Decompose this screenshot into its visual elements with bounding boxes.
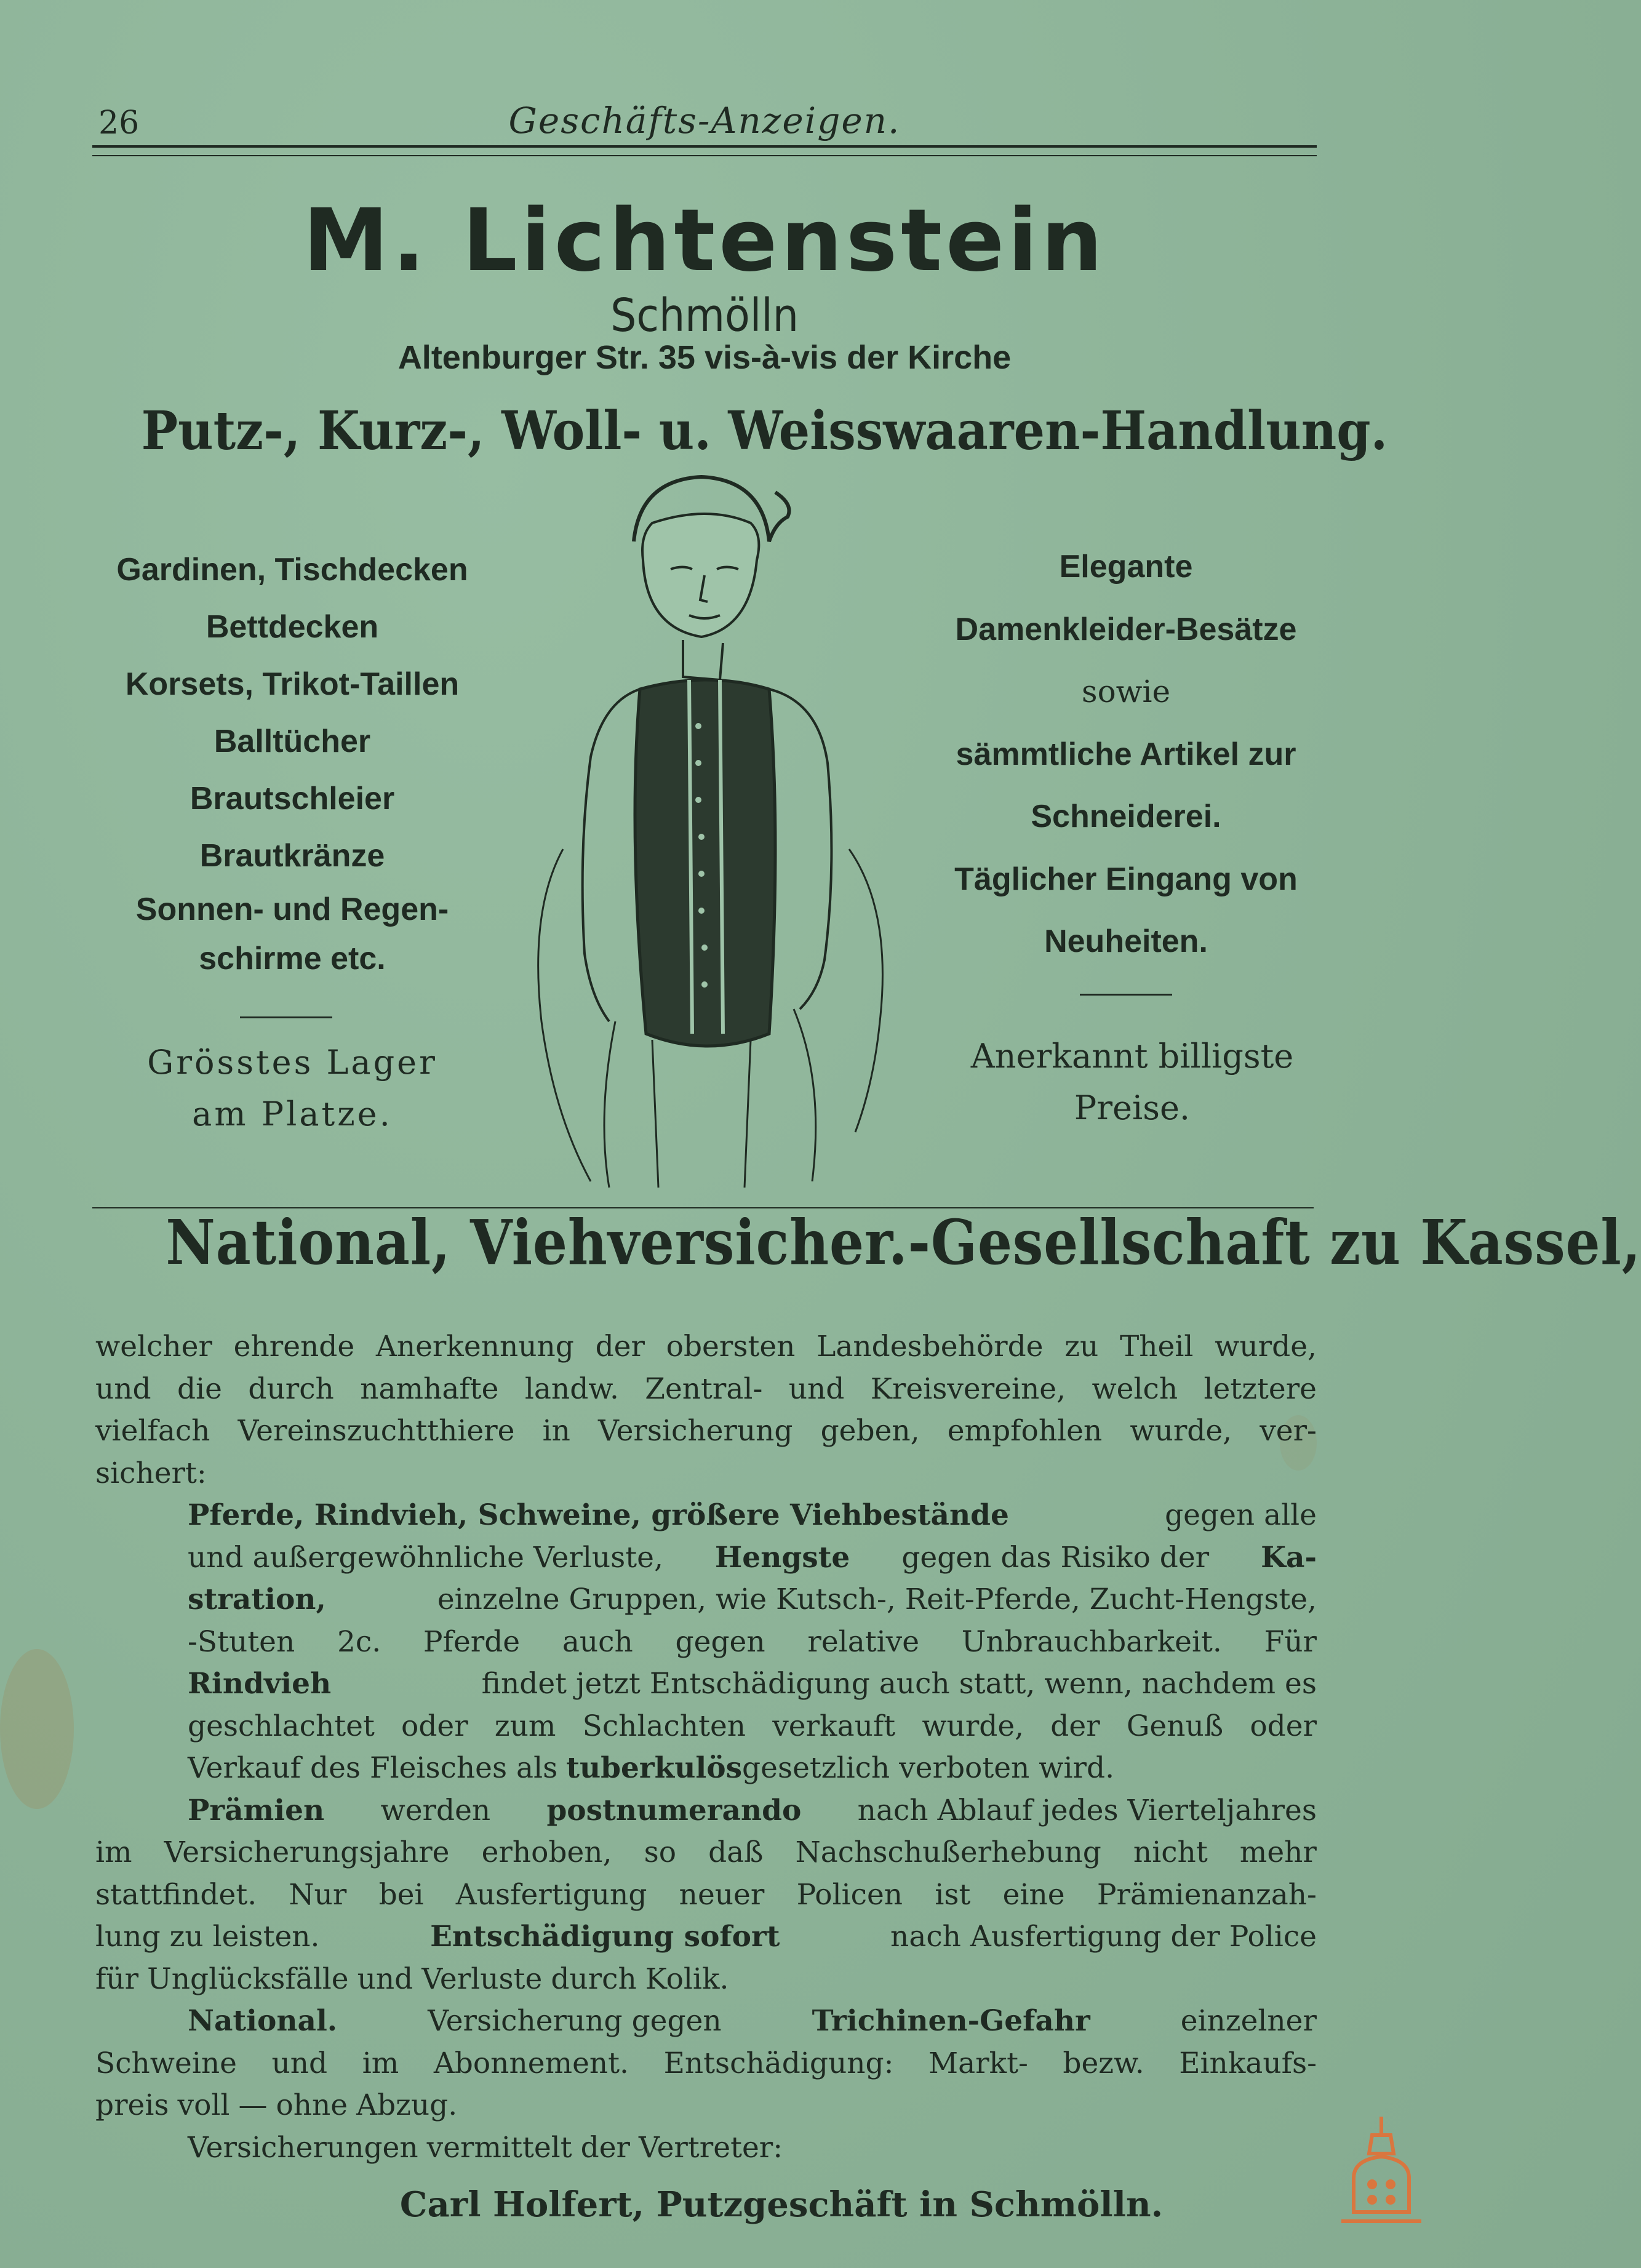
word: Nachschußerhebung <box>795 1835 1101 1869</box>
word: relative <box>807 1624 920 1659</box>
list-item: Gardinen, Tischdecken <box>116 552 468 588</box>
divider <box>1080 994 1172 996</box>
word: oder <box>1250 1709 1317 1743</box>
word: verkauft <box>772 1709 896 1743</box>
word: empfohlen <box>947 1414 1103 1448</box>
word: Zentral- <box>645 1372 763 1406</box>
word: der <box>1050 1709 1100 1743</box>
text-line <box>95 1959 1317 2001</box>
word: Policen <box>796 1877 903 1912</box>
word: -Stuten <box>188 1624 295 1659</box>
bold-phrase: Ka- <box>1261 1540 1317 1575</box>
list-item: Elegante <box>1059 549 1193 585</box>
text-line <box>95 1663 1317 1706</box>
word: sichert: <box>95 1456 207 1490</box>
word: Verluste <box>421 1962 543 1996</box>
word: der <box>580 2130 630 2165</box>
text-line <box>95 1621 1317 1664</box>
text-run: einzelne Gruppen, wie Kutsch-, Reit-Pferde, Zucht-Hengste, <box>437 1583 1317 1616</box>
bold-phrase: National. <box>188 2004 338 2038</box>
word: Kreisvereine, <box>870 1372 1066 1406</box>
running-head: Geschäfts-Anzeigen. <box>508 100 901 142</box>
list-item: Brautschleier <box>190 781 395 817</box>
word: und <box>271 2046 328 2080</box>
word: Pferde <box>423 1624 521 1659</box>
note-line: Preise. <box>1074 1088 1191 1127</box>
bold-phrase: Hengste <box>714 1540 850 1575</box>
word: erhoben, <box>481 1835 612 1869</box>
text-line <box>95 1790 1317 1832</box>
text-line <box>95 1368 1317 1411</box>
word: Kolik. <box>645 1962 729 1996</box>
list-item: sämmtliche Artikel zur <box>956 737 1296 772</box>
list-item: Korsets, Trikot-Taillen <box>125 666 460 702</box>
word: Schweine <box>95 2046 237 2080</box>
shop-city: Schmölln <box>610 289 799 342</box>
text-run: nach Ausfertigung der Police <box>890 1920 1317 1954</box>
word: Für <box>1264 1624 1317 1659</box>
list-item: Bettdecken <box>206 609 379 645</box>
word: und <box>95 1372 151 1406</box>
word: eine <box>1002 1877 1065 1912</box>
text-line <box>95 1495 1317 1537</box>
text-run: nach Ablauf jedes Vierteljahres <box>857 1793 1317 1827</box>
word: wurde, <box>922 1709 1024 1743</box>
list-item: Balltücher <box>214 724 371 759</box>
text-run: Versicherung gegen <box>428 2004 722 2038</box>
left-note <box>92 1037 492 1140</box>
word: nicht <box>1133 1835 1208 1869</box>
word: letztere <box>1204 1372 1317 1406</box>
word: und <box>788 1372 845 1406</box>
word: Schlachten <box>582 1709 746 1743</box>
word: Prämienanzah- <box>1096 1877 1317 1912</box>
text-line <box>95 1537 1317 1579</box>
list-item: Damenkleider-Besätze <box>955 612 1297 647</box>
word: Anerkennung <box>375 1330 574 1364</box>
word: ver- <box>1260 1414 1317 1448</box>
word: welcher <box>95 1330 212 1364</box>
word: ehrende <box>233 1330 355 1364</box>
word: Abzug. <box>356 2088 458 2122</box>
left-product-list <box>92 541 492 983</box>
bold-phrase: Prämien <box>188 1793 325 1827</box>
word: die <box>177 1372 222 1406</box>
word: ohne <box>276 2088 348 2122</box>
text-run: gegen das Risiko der <box>901 1540 1210 1575</box>
word: oder <box>401 1709 468 1743</box>
text-run: werden <box>380 1793 491 1827</box>
word: im <box>95 1835 132 1869</box>
text-run: findet jetzt Entschädigung auch statt, wenn, nachdem es <box>481 1667 1317 1701</box>
representative: Carl Holfert, Putzgeschäft in Schmölln. <box>399 2184 1164 2225</box>
text-run: gesetzlich verboten wird. <box>742 1751 1115 1785</box>
note-line: Anerkannt billigste <box>970 1037 1294 1076</box>
word: Abonnement. <box>433 2046 629 2080</box>
word: Vertreter: <box>638 2130 783 2165</box>
text-run: lung zu leisten. <box>95 1920 320 1954</box>
library-stamp-icon <box>1335 2110 1427 2227</box>
note-line: am Platze. <box>192 1095 393 1133</box>
word: Landesbehörde <box>817 1330 1044 1364</box>
word: stattfindet. <box>95 1877 257 1912</box>
page-header <box>92 92 1317 148</box>
word: Unglücksfälle <box>147 1962 349 1996</box>
word: — <box>238 2088 268 2122</box>
note-line: Grösstes Lager <box>147 1043 437 1082</box>
shop-tagline: Putz-, Kurz-, Woll- u. Weisswaaren-Handlung. <box>141 400 1388 462</box>
word: Genuß <box>1126 1709 1224 1743</box>
list-item: Neuheiten. <box>1044 924 1208 959</box>
bold-phrase: Trichinen-Gefahr <box>812 2004 1090 2038</box>
word: wurde, <box>1215 1330 1317 1364</box>
text-line <box>95 1410 1317 1453</box>
word: preis <box>95 2088 169 2122</box>
paper-stain <box>0 1649 74 1809</box>
word: Versicherung <box>597 1414 793 1448</box>
word: Versicherungen <box>188 2130 418 2165</box>
word: obersten <box>666 1330 796 1364</box>
word: namhafte <box>360 1372 499 1406</box>
text-run: und außergewöhnliche Verluste, <box>188 1540 663 1575</box>
word: Theil <box>1119 1330 1194 1364</box>
word: Entschädigung: <box>663 2046 894 2080</box>
divider <box>240 1016 332 1018</box>
header-rule <box>92 145 1317 156</box>
word: neuer <box>679 1877 765 1912</box>
text-line <box>95 1747 1317 1790</box>
bold-phrase: Entschädigung sofort <box>430 1920 780 1954</box>
page-number: 26 <box>98 105 140 142</box>
word: so <box>644 1835 677 1869</box>
bold-phrase: Rindvieh <box>188 1667 332 1701</box>
text-line <box>95 1326 1317 1368</box>
text-line <box>95 1706 1317 1748</box>
word: bezw. <box>1063 2046 1144 2080</box>
bold-phrase: stration, <box>188 1583 326 1616</box>
word: vermittelt <box>426 2130 572 2165</box>
text-line <box>95 2085 1317 2127</box>
word: 2c. <box>337 1624 381 1659</box>
word: in <box>542 1414 570 1448</box>
word: und <box>357 1962 413 1996</box>
word: vielfach <box>95 1414 210 1448</box>
word: Nur <box>289 1877 347 1912</box>
text-line <box>95 2127 1317 2170</box>
right-note <box>923 1031 1341 1134</box>
word: durch <box>551 1962 637 1996</box>
text-line <box>95 2043 1317 2085</box>
insurance-title: National, Viehversicher.-Gesellschaft zu Kassel, <box>166 1206 1641 1279</box>
word: Markt- <box>928 2046 1028 2080</box>
word: Einkaufs- <box>1179 2046 1317 2080</box>
text-line <box>95 1832 1317 1874</box>
woman-jacket-illustration <box>505 468 923 1194</box>
word: bei <box>378 1877 424 1912</box>
text-line <box>95 1453 1317 1495</box>
text-run: Verkauf des Fleisches als <box>188 1751 558 1785</box>
word: geschlachtet <box>188 1709 375 1743</box>
word: für <box>95 1962 139 1996</box>
word: der <box>595 1330 645 1364</box>
shop-name: M. Lichtenstein <box>303 191 1106 291</box>
word: zu <box>1064 1330 1099 1364</box>
word: Vereinszuchtthiere <box>238 1414 515 1448</box>
text-line <box>95 1579 1317 1621</box>
word: daß <box>708 1835 764 1869</box>
word: gegen <box>675 1624 765 1659</box>
list-item: Schneiderei. <box>1031 799 1221 834</box>
text-run: einzelner <box>1180 2004 1317 2038</box>
list-item: schirme etc. <box>199 941 386 976</box>
word: Ausfertigung <box>455 1877 647 1912</box>
text-line <box>95 1874 1317 1917</box>
word: welch <box>1092 1372 1178 1406</box>
text-run: gegen alle <box>1165 1498 1317 1532</box>
shop-address: Altenburger Str. 35 vis-à-vis der Kirche <box>397 339 1012 376</box>
word: wurde, <box>1130 1414 1232 1448</box>
list-item: Brautkränze <box>199 838 385 874</box>
text-line <box>95 1916 1317 1959</box>
text-line <box>95 2000 1317 2043</box>
right-product-list <box>917 538 1335 970</box>
word: geben, <box>820 1414 920 1448</box>
word: landw. <box>524 1372 619 1406</box>
insurance-body <box>95 1326 1317 2169</box>
word: durch <box>248 1372 334 1406</box>
word: ist <box>935 1877 971 1912</box>
word: Unbrauchbarkeit. <box>961 1624 1222 1659</box>
bold-phrase: Pferde, Rindvieh, Schweine, größere Viehbestände <box>188 1498 1009 1532</box>
word: voll <box>177 2088 230 2122</box>
bold-phrase: postnumerando <box>546 1793 802 1827</box>
word: im <box>362 2046 399 2080</box>
list-item: Sonnen- und Regen- <box>135 892 449 927</box>
word: auch <box>562 1624 633 1659</box>
word: zum <box>494 1709 556 1743</box>
list-item: Täglicher Eingang von <box>954 861 1298 897</box>
bold-phrase: tuberkulös <box>566 1751 743 1785</box>
list-item: sowie <box>1081 674 1171 709</box>
word: Versicherungsjahre <box>164 1835 450 1869</box>
word: mehr <box>1239 1835 1317 1869</box>
